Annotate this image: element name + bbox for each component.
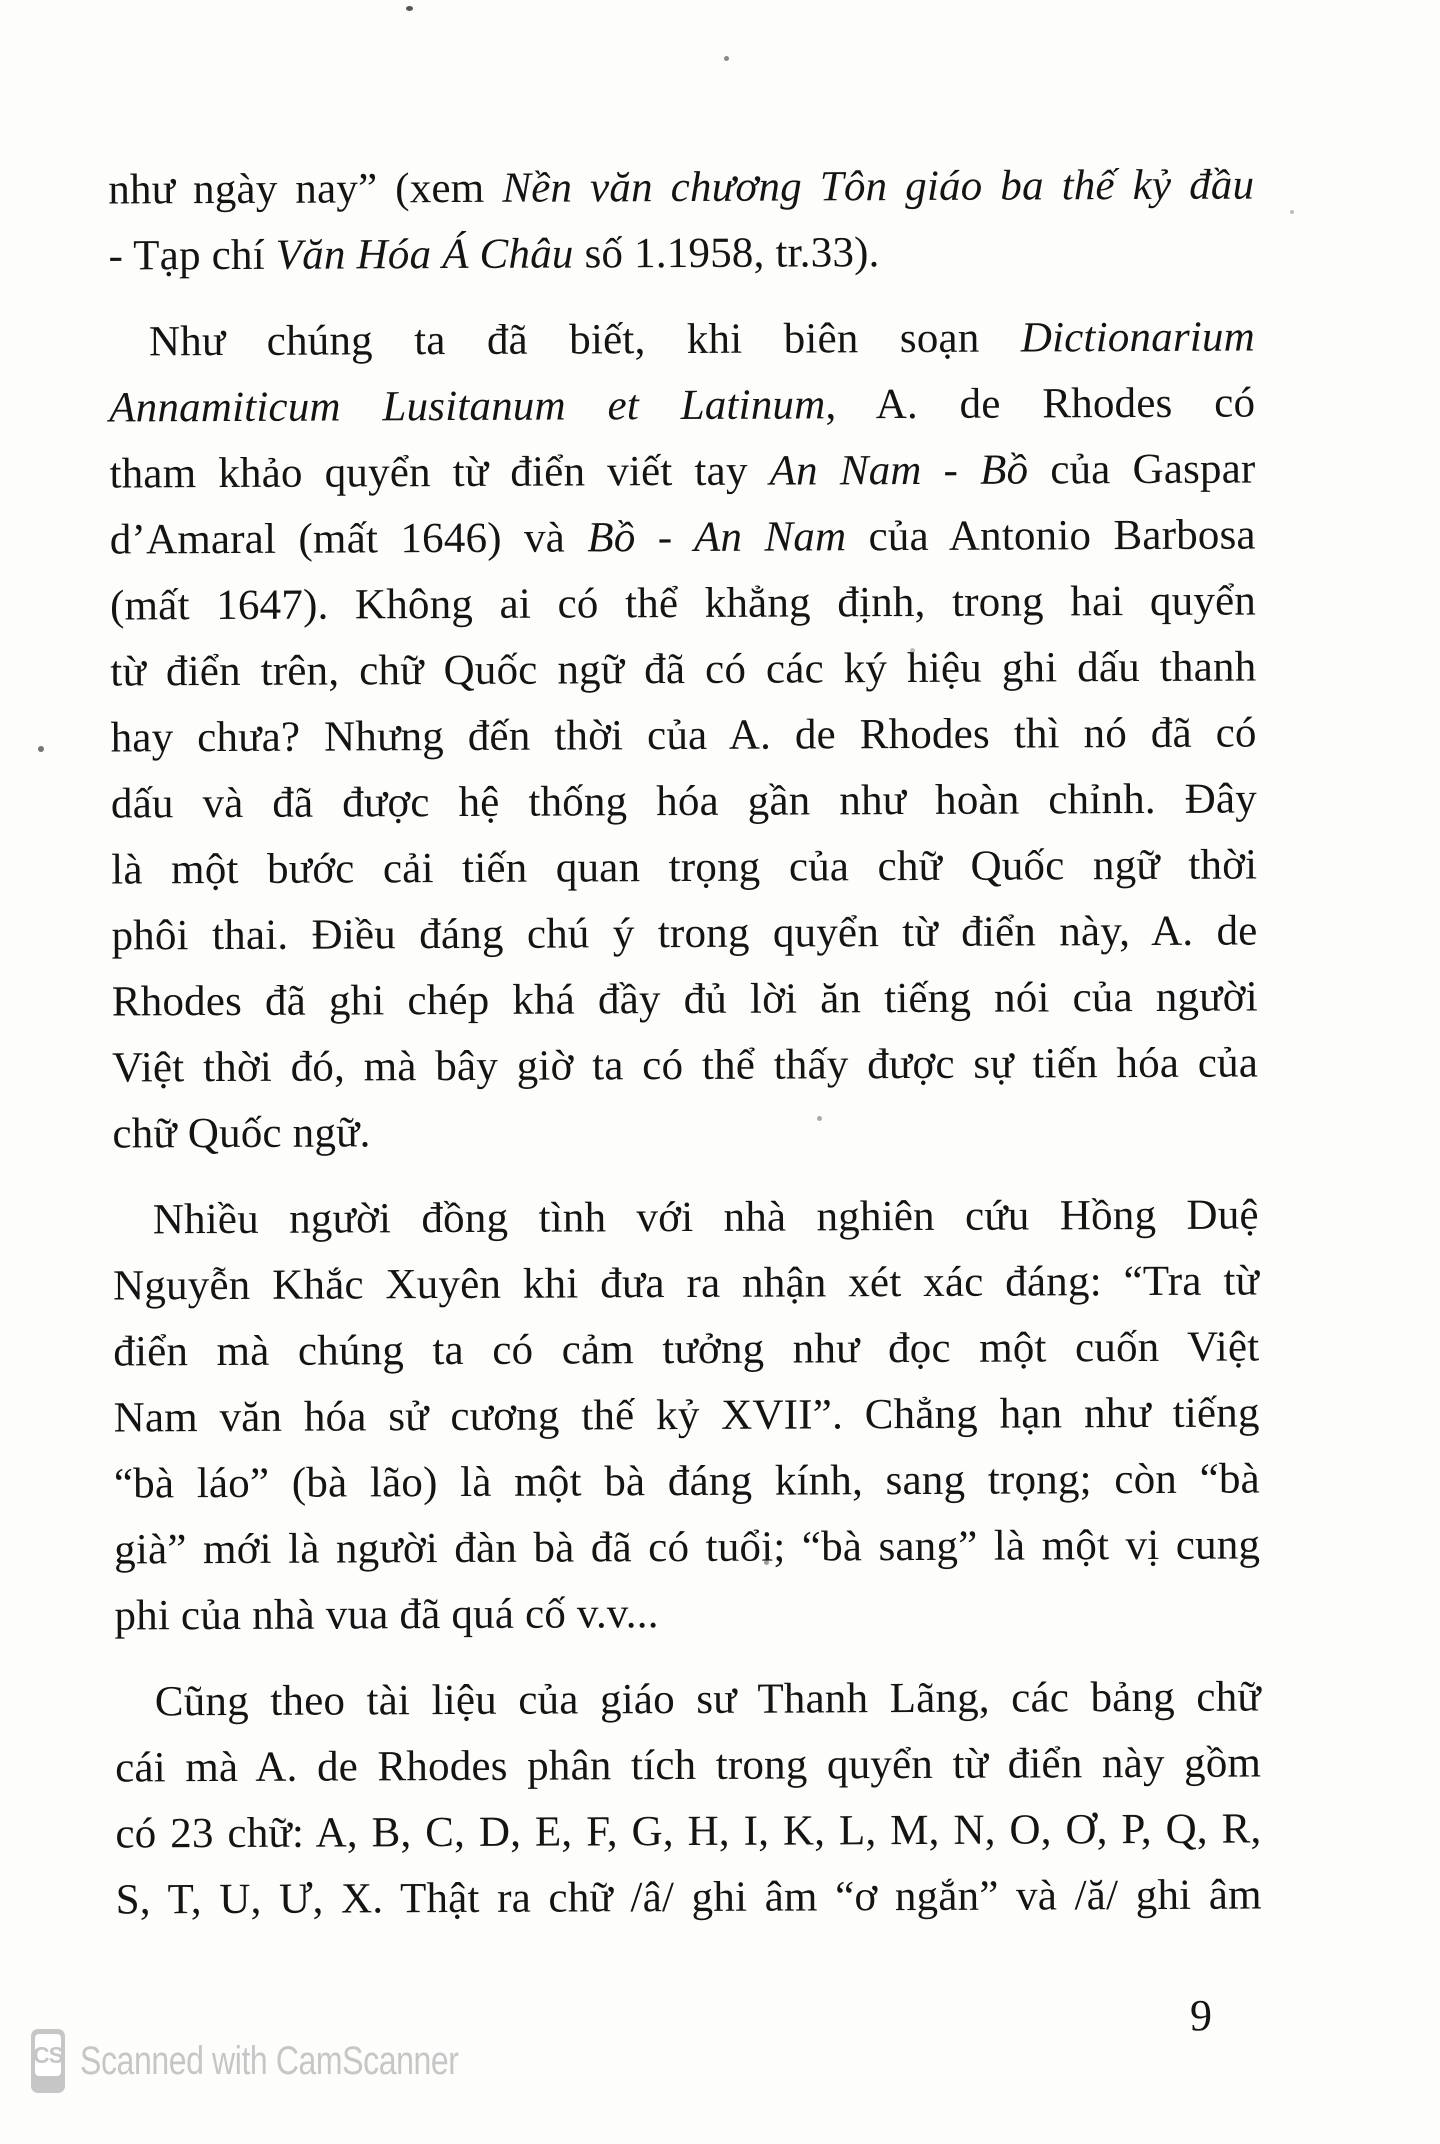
text-run: chữ Quốc ngữ. bbox=[112, 1109, 371, 1158]
text-line bbox=[115, 1664, 1261, 1735]
text-run: - Tạp chí bbox=[108, 231, 276, 280]
text-line bbox=[112, 1030, 1258, 1101]
text-run: S, T, U, Ư, X. Thật ra chữ /â/ ghi âm “ơ ngắn” và /ă/ ghi âm bbox=[115, 1871, 1262, 1924]
scan-speck bbox=[406, 6, 413, 11]
text-run: có 23 chữ: A, B, C, D, E, F, G, H, I, K, L, M, N, O, Ơ, P, Q, R, bbox=[115, 1805, 1262, 1858]
text-run-italic: Annamiticum Lusitanum et Latinum bbox=[109, 381, 826, 432]
text-line bbox=[109, 437, 1255, 508]
text-run: Nhiều người đồng tình với nhà nghiên cứu Hồng Duệ bbox=[152, 1191, 1259, 1244]
text-run-italic: Văn Hóa Á Châu bbox=[275, 230, 574, 279]
text-line bbox=[109, 371, 1255, 442]
text-run-italic: Nền văn chương Tôn giáo ba thế kỷ đầu bbox=[502, 161, 1255, 212]
text-line bbox=[109, 305, 1255, 376]
text-run-italic: Dictionarium bbox=[1020, 313, 1256, 362]
text-line bbox=[110, 569, 1256, 640]
text-run-italic: An Nam - Bồ bbox=[769, 446, 1029, 495]
text-run: d’Amaral (mất 1646) và bbox=[109, 514, 588, 564]
text-run: dấu và đã được hệ thống hóa gần như hoàn chỉnh. Đây bbox=[110, 775, 1258, 828]
scan-speck bbox=[817, 1116, 822, 1121]
text-run: (mất 1647). Không ai có thể khẳng định, trong hai quyển bbox=[109, 577, 1257, 630]
paragraph bbox=[115, 1664, 1262, 1933]
text-run: phôi thai. Điều đáng chú ý trong quyển từ điển này, A. de bbox=[111, 907, 1258, 960]
paragraph bbox=[113, 1182, 1261, 1649]
scan-speck bbox=[38, 746, 44, 752]
text-run: hay chưa? Nhưng đến thời của A. de Rhodes thì nó đã có bbox=[110, 709, 1257, 762]
text-run: như ngày nay” (xem bbox=[108, 164, 503, 214]
text-run: “bà láo” (bà lão) là một bà đáng kính, sang trọng; còn “bà bbox=[113, 1455, 1261, 1508]
page-number: 9 bbox=[1190, 1991, 1212, 2040]
page-text bbox=[108, 153, 1262, 1934]
text-line bbox=[113, 1314, 1259, 1385]
scan-speck bbox=[910, 648, 915, 653]
text-line bbox=[116, 1862, 1262, 1933]
text-line bbox=[113, 1380, 1259, 1451]
text-run: từ điển trên, chữ Quốc ngữ đã có các ký hiệu ghi dấu thanh bbox=[110, 643, 1257, 696]
text-run: Rhodes đã ghi chép khá đầy đủ lời ăn tiếng nói của người bbox=[111, 973, 1258, 1026]
text-line bbox=[111, 767, 1257, 838]
camscanner-watermark bbox=[31, 2028, 553, 2094]
text-line bbox=[111, 701, 1257, 772]
text-run: tham khảo quyển từ điển viết tay bbox=[109, 447, 770, 498]
text-line bbox=[111, 833, 1257, 904]
text-run: , A. de Rhodes có bbox=[825, 379, 1256, 429]
text-run: Nguyễn Khắc Xuyên khi đưa ra nhận xét xác đáng: “Tra từ bbox=[112, 1257, 1260, 1310]
text-run: phi của nhà vua đã quá cố v.v... bbox=[114, 1590, 659, 1640]
text-line bbox=[108, 219, 1254, 290]
text-line bbox=[112, 1096, 1258, 1167]
scan-speck bbox=[724, 56, 729, 61]
paragraph bbox=[108, 153, 1255, 290]
text-line bbox=[114, 1446, 1260, 1517]
text-run: số 1.1958, tr.33). bbox=[573, 229, 880, 278]
text-run: Việt thời đó, mà bây giờ ta có thể thấy được sự tiến hóa của bbox=[112, 1039, 1259, 1092]
text-run: điển mà chúng ta có cảm tưởng như đọc một cuốn Việt bbox=[113, 1323, 1260, 1376]
text-line bbox=[115, 1730, 1261, 1801]
text-run: cái mà A. de Rhodes phân tích trong quyển từ điển này gồm bbox=[115, 1739, 1262, 1792]
text-line bbox=[112, 965, 1258, 1036]
text-line bbox=[108, 153, 1254, 224]
camscanner-logo-icon bbox=[31, 2029, 65, 2093]
text-line bbox=[110, 503, 1256, 574]
text-run-italic: Bồ - An Nam bbox=[587, 513, 847, 562]
scan-speck bbox=[764, 1560, 769, 1565]
paragraph bbox=[109, 305, 1259, 1168]
text-run: của Antonio Barbosa bbox=[846, 511, 1256, 561]
text-run: là một bước cải tiến quan trọng của chữ Quốc ngữ thời bbox=[111, 841, 1258, 894]
text-line bbox=[111, 899, 1257, 970]
text-line bbox=[113, 1248, 1259, 1319]
text-line bbox=[113, 1182, 1259, 1253]
text-line bbox=[114, 1512, 1260, 1583]
text-line bbox=[114, 1578, 1260, 1649]
text-line bbox=[115, 1796, 1261, 1867]
text-line bbox=[110, 635, 1256, 706]
camscanner-logo-text: CS bbox=[35, 2034, 61, 2076]
text-run: của Gaspar bbox=[1028, 445, 1256, 494]
text-run: Nam văn hóa sử cương thế kỷ XVII”. Chẳng hạn như tiếng bbox=[113, 1389, 1260, 1442]
text-run: Như chúng ta đã biết, khi biên soạn bbox=[148, 314, 1021, 366]
text-run: già” mới là người đàn bà đã có tuổi; “bà sang” là một vị cung bbox=[114, 1521, 1261, 1574]
text-run: Cũng theo tài liệu của giáo sư Thanh Lãng, các bảng chữ bbox=[154, 1673, 1261, 1726]
scan-speck bbox=[1290, 210, 1294, 214]
camscanner-label: Scanned with CamScanner bbox=[80, 2038, 459, 2083]
